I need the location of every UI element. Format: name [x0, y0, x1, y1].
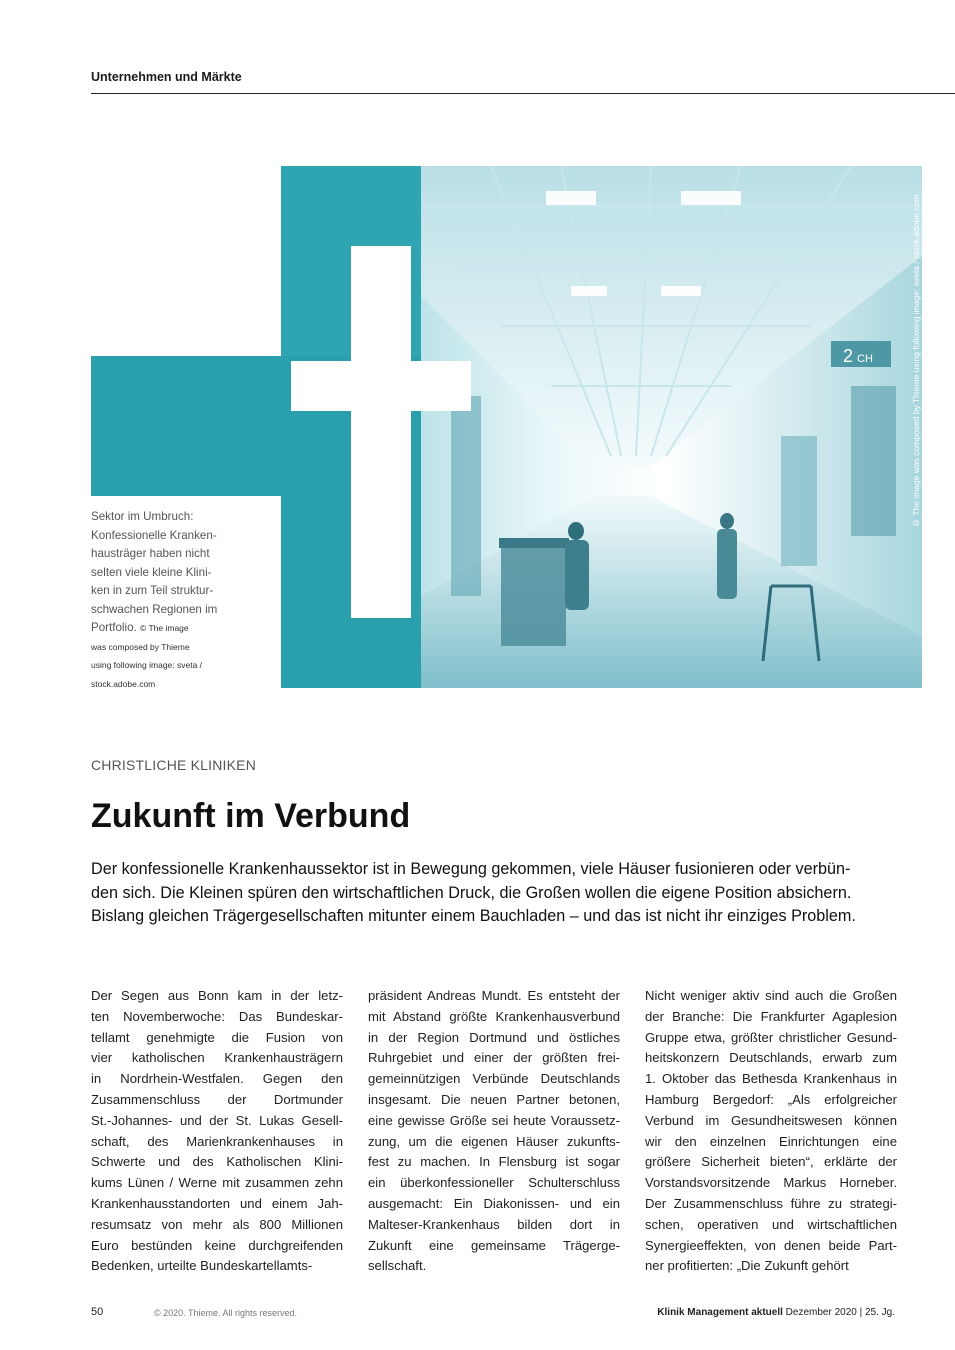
- caption-line: ken in zum Teil struktur-: [91, 584, 214, 597]
- body-text-line: fest zu machen. In Flensburg ist sogar: [368, 1154, 620, 1170]
- body-text-line: mit Abstand größte Krankenhausverbund: [368, 1008, 620, 1024]
- body-text-line: größere Sicherheit bieten“, erklärte der: [645, 1154, 897, 1170]
- body-text-line: Der Segen aus Bonn kam in der letz-: [91, 988, 343, 1003]
- image-credit-vertical: © The image was composed by Thieme using following image: sveta / stock.adobe.com: [911, 194, 921, 528]
- article-kicker: CHRISTLICHE KLINIKEN: [91, 757, 257, 773]
- body-text-line: kums Lünen / Werne mit zusammen zehn: [91, 1175, 343, 1191]
- caption-credit: © The image: [140, 623, 189, 633]
- caption-line: Konfessionelle Kranken-: [91, 528, 217, 542]
- body-text-line: Ruhrgebiet und einer der größten frei-: [368, 1050, 620, 1066]
- journal-issue: Dezember 2020 | 25. Jg.: [785, 1307, 895, 1318]
- body-text-line: ner profitierten: „Die Zukunft gehört: [645, 1258, 849, 1274]
- caption-line: hausträger haben nicht: [91, 547, 210, 560]
- body-text-line: Hamburg Bergedorf: „Als erfolgreicher: [645, 1091, 897, 1107]
- body-text-line: schaft, des Marienkrankenhauses in: [91, 1133, 343, 1149]
- copyright-notice: © 2020. Thieme. All rights reserved.: [154, 1308, 298, 1318]
- body-text-line: ausgemacht: Ein Diakonissen- und ein: [368, 1195, 620, 1211]
- caption-credit: stock.adobe.com: [91, 678, 156, 689]
- body-text-line: Zusammenschluss der Dortmunder: [91, 1091, 343, 1107]
- body-column-2: [368, 986, 620, 1277]
- body-text-line: gemeinnützigen Verbünde Deutschlands: [368, 1071, 620, 1087]
- lead-line: Bislang gleichen Trägergesellschaften mitunter einem Bauchladen – und das ist nicht ihr einziges Problem.: [91, 907, 856, 925]
- caption-credit: using following image: sveta /: [91, 660, 203, 670]
- body-text-line: 1. Oktober das Bethesda Krankenhaus in: [645, 1071, 897, 1087]
- body-text-line: insgesamt. Die neuen Partner betonen,: [368, 1091, 620, 1107]
- body-text-line: in Nordrhein-Westfalen. Gegen den: [91, 1071, 343, 1087]
- article-title: Zukunft im Verbund: [91, 797, 411, 835]
- lead-line: den sich. Die Kleinen spüren den wirtschaftlichen Druck, die Großen wollen die eigene Position absichern.: [91, 883, 852, 902]
- page-number: 50: [91, 1306, 104, 1318]
- header-rule: [91, 93, 955, 94]
- body-text-line: Schwerte und des Katholischen Klini-: [91, 1154, 343, 1170]
- body-text-line: Der Zusammenschluss führe zu strategi-: [645, 1195, 897, 1211]
- body-text-line: Nicht weniger aktiv sind auch die Großen: [645, 988, 897, 1003]
- body-column-3: [645, 986, 897, 1277]
- image-caption: [91, 508, 231, 693]
- body-text-line: vier katholischen Krankenhausträgern: [91, 1050, 343, 1066]
- body-text-line: Vorstandsvorsitzende Markus Horneber.: [645, 1175, 897, 1191]
- body-text-line: Verbund im Gesundheitswesen können: [645, 1112, 897, 1128]
- body-text-line: Gruppe etwa, größter christlicher Gesund-: [645, 1029, 897, 1045]
- sign-number: 2: [843, 346, 854, 366]
- body-text-line: ein überkonfessioneller Schulterschluss: [368, 1175, 620, 1191]
- body-column-1: [91, 986, 343, 1277]
- body-text-line: wir den einzelnen Einrichtungen eine: [645, 1133, 897, 1149]
- body-text-line: resumsatz von mehr als 800 Millionen: [91, 1216, 343, 1232]
- caption-line: schwachen Regionen im: [91, 602, 218, 616]
- journal-info: [657, 1307, 895, 1318]
- body-text-line: ten Novemberwoche: Das Bundeskar-: [91, 1008, 343, 1024]
- body-text-line: tellamt genehmigte die Fusion von: [91, 1029, 343, 1045]
- caption-line: selten viele kleine Klini-: [91, 565, 212, 579]
- body-text-line: Synergieeffekten, von denen beide Part-: [645, 1237, 897, 1253]
- caption-line: Portfolio.: [91, 621, 137, 634]
- body-text-line: Euro bestünden keine durchgreifenden: [91, 1237, 343, 1253]
- body-text-line: Malteser-Krankenhaus bilden dort in: [368, 1216, 620, 1232]
- sign-label: CH: [857, 353, 873, 365]
- body-text-line: Zukunft eine gemeinsame Trägerge-: [368, 1237, 620, 1253]
- caption-line: Sektor im Umbruch:: [91, 510, 194, 523]
- body-text-line: in der Region Dortmund und östliches: [368, 1029, 620, 1045]
- section-header: Unternehmen und Märkte: [91, 70, 242, 84]
- body-text-line: St.-Johannes- und der St. Lukas Gesell-: [91, 1112, 343, 1128]
- article-lead: [91, 858, 901, 929]
- body-text-line: eine gewisse Größe sei heute Voraussetz-: [368, 1112, 620, 1128]
- body-text-line: Krankenhausstandorten und einem Jah-: [91, 1195, 343, 1211]
- body-text-line: heitskonzern Deutschlands, erwarb zum: [645, 1050, 897, 1066]
- body-text-line: sellschaft.: [368, 1258, 427, 1274]
- lead-line: Der konfessionelle Krankenhaussektor ist in Bewegung gekommen, viele Häuser fusionieren oder verbün-: [91, 860, 851, 878]
- body-text-line: schen, operativen und wirtschaftlichen: [645, 1216, 897, 1232]
- body-text-line: zung, um die eigenen Häuser zukunfts-: [368, 1133, 620, 1149]
- body-text-line: der Branche: Die Frankfurter Agaplesion: [645, 1008, 897, 1024]
- body-text-line: Bedenken, urteilte Bundeskartellamts-: [91, 1258, 313, 1274]
- body-text-line: präsident Andreas Mundt. Es entsteht der: [368, 988, 620, 1003]
- journal-name: Klinik Management aktuell: [657, 1307, 783, 1318]
- caption-credit: was composed by Thieme: [91, 641, 190, 652]
